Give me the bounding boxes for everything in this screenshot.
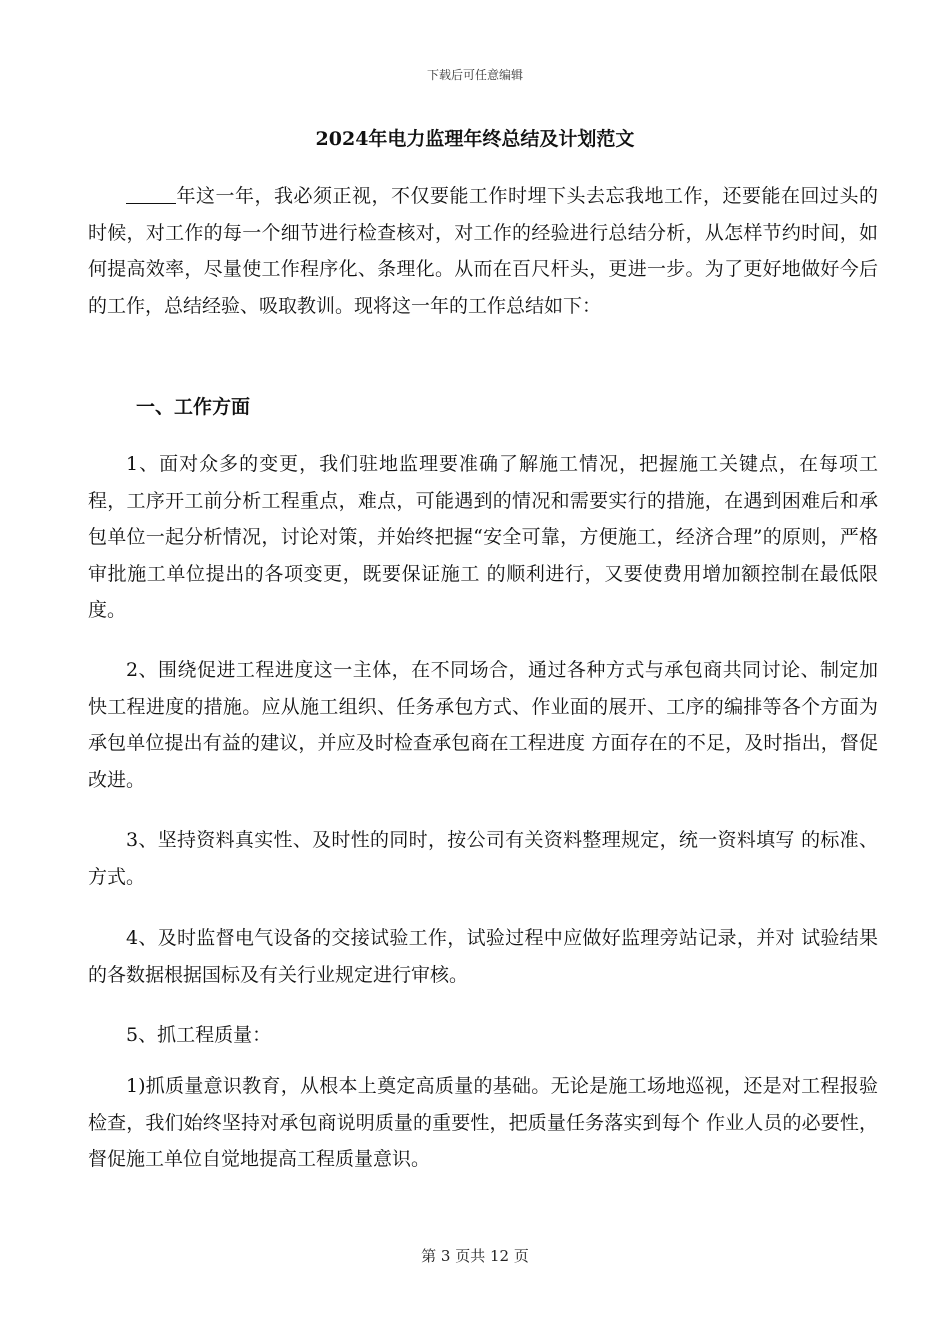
intro-text: 年这一年，我必须正视，不仅要能工作时埋下头去忘我地工作，还要能在回过头的时候，对工作的每一个细节进行检查核对，对工作的经验进行总结分析，从怎样节约时间，如何提高效率，尽量使工作程序化、条理化。从而在百尺杆头，更进一步。为了更好地做好今后的工作，总结经验、吸取教训。现将这一年的工作总结如下： <box>88 185 878 317</box>
paragraph-5: 5、抓工程质量： <box>126 1024 272 1046</box>
header-note: 下载后可任意编辑 <box>426 68 523 82</box>
section-heading: 一、工作方面 <box>136 396 251 418</box>
page-number-footer: 第 3 页共 12 页 <box>421 1247 529 1265</box>
fill-blank <box>126 185 176 204</box>
document-title: 2024年电力监理年终总结及计划范文 <box>315 128 635 150</box>
paragraph-1: 1、面对众多的变更，我们驻地监理要准确了解施工情况，把握施工关键点，在每项工程，工序开工前分析工程重点，难点，可能遇到的情况和需要实行的措施，在遇到困难后和承包单位一起分析情况，讨论对策，并始终把握“安全可靠，方便施工，经济合理”的原则，严格审批施工单位提出的各项变更，既要保证施工 的顺利进行，又要使费用增加额控制在最低限度。 <box>88 453 878 621</box>
paragraph-3: 3、坚持资料真实性、及时性的同时，按公司有关资料整理规定，统一资料填写 的标准、方式。 <box>88 829 878 888</box>
intro-paragraph <box>88 178 878 324</box>
paragraph-4: 4、及时监督电气设备的交接试验工作，试验过程中应做好监理旁站记录，并对 试验结果的各数据根据国标及有关行业规定进行审核。 <box>88 927 878 986</box>
paragraph-2: 2、围绕促进工程进度这一主体，在不同场合，通过各种方式与承包商共同讨论、制定加快工程进度的措施。应从施工组织、任务承包方式、作业面的展开、工序的编排等各个方面为承包单位提出有益的建议，并应及时检查承包商在工程进度 方面存在的不足，及时指出，督促改进。 <box>88 659 878 791</box>
paragraph-6: 1)抓质量意识教育，从根本上奠定高质量的基础。无论是施工场地巡视，还是对工程报验检查，我们始终坚持对承包商说明质量的重要性，把质量任务落实到每个 作业人员的必要性，督促施工单位自觉地提高工程质量意识。 <box>88 1075 878 1170</box>
